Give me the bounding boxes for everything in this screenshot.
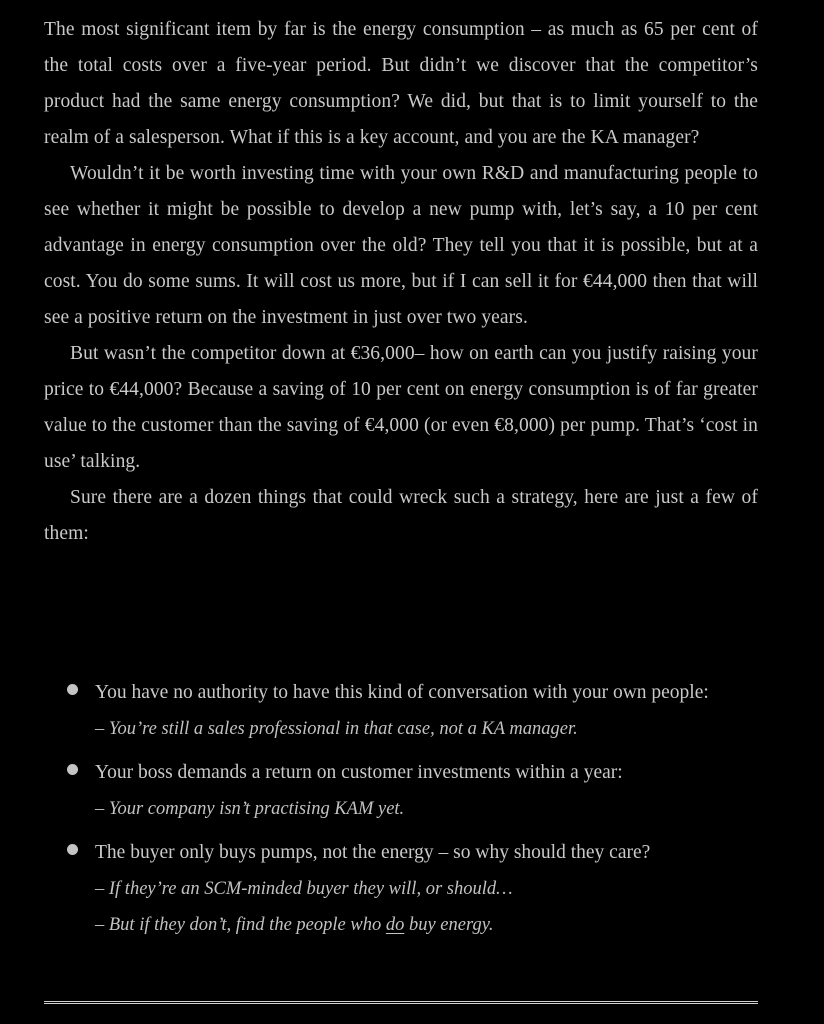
risk-bullet-list	[44, 675, 758, 943]
paragraph-energy-consumption: The most significant item by far is the energy consumption – as much as 65 per cent of the total costs over a five-year period. But didn’t we discover that the competitor’s product had the same energy consumption? We did, but that is to limit yourself to the realm of a salesperson. What if this is a key account, and you are the KA manager?	[44, 19, 758, 148]
paragraph-risks-intro: Sure there are a dozen things that could wreck such a strategy, here are just a few of them:	[44, 487, 758, 544]
list-item	[44, 675, 758, 747]
paragraph-rd-investment: Wouldn’t it be worth investing time with your own R&D and manufacturing people to see whether it might be possible to develop a new pump with, let’s say, a 10 per cent advantage in energy consumption over the old? They tell you that it is possible, but at a cost. You do some sums. It will cost us more, but if I can sell it for €44,000 then that will see a positive return on the investment in just over two years.	[44, 163, 758, 328]
section-divider	[44, 1001, 758, 1004]
bullet-text: You have no authority to have this kind of conversation with your own people:	[95, 682, 709, 703]
bullet-icon	[67, 844, 78, 855]
list-item	[44, 755, 758, 827]
paragraph-justify-price: But wasn’t the competitor down at €36,000– how on earth can you justify raising your price to €44,000? Because a saving of 10 per cent on energy consumption is of far greater value to the customer than the saving of €4,000 (or even €8,000) per pump. That’s ‘cost in use’ talking.	[44, 343, 758, 472]
bullet-subnote: – Your company isn’t practising KAM yet.	[95, 799, 405, 819]
bullet-icon	[67, 764, 78, 775]
list-item	[44, 835, 758, 943]
bullet-icon	[67, 684, 78, 695]
bullet-subnote	[95, 907, 758, 943]
subnote-text-after: buy energy.	[404, 915, 494, 935]
bullet-subnote: – You’re still a sales professional in that case, not a KA manager.	[95, 719, 578, 739]
bullet-text: The buyer only buys pumps, not the energy – so why should they care?	[95, 842, 651, 863]
bullet-subnote: – If they’re an SCM-minded buyer they will, or should…	[95, 879, 513, 899]
document-body	[44, 12, 758, 935]
subnote-text-before: – But if they don’t, find the people who	[95, 915, 386, 935]
bullet-text: Your boss demands a return on customer investments within a year:	[95, 762, 623, 783]
underlined-word: do	[385, 915, 405, 935]
